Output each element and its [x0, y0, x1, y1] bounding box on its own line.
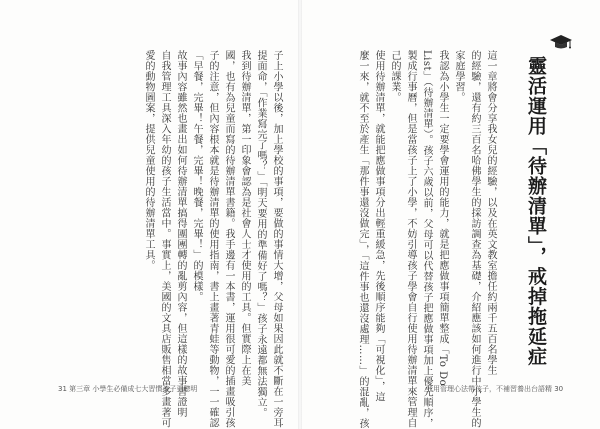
body-line: 自我管理工具深入年幼的孩子生活當中。事實上，美國的文具店販售相當多畫著可	[159, 50, 170, 428]
body-line: 製成行事曆，但是當孩子上了小學，不妨引導孩子學會自行使用待辦清單來管理自	[405, 50, 416, 428]
body-line: 家庭學習。	[453, 50, 464, 103]
body-line: 我認為小學生一定要學會運用的能力，就是把應做事項簡單整成「To Do	[437, 50, 448, 387]
body-line: 麼一來，就不至於產生「那件事還沒做完」，「這件事也還沒處理……」的混亂，孩	[357, 50, 368, 429]
body-line: 這一章將會分享我女兒的經驗，以及在英文教室擔任約兩千五百名學生	[485, 50, 496, 376]
left-page-footer: 31 第三章 小學生必備成七大習慣孩子更聰明	[58, 385, 198, 393]
body-line: 故事內容雖然也畫出如何待辦清單搞得團團轉的亂剪內容，但這樣的故事書證明	[175, 50, 186, 418]
body-line: 的經驗，還有約三百名哈佛學生的採訪調查為基礎，介紹應該如何進行中小學生的	[469, 50, 480, 428]
body-line: 我到待辦清單，第一印象會認為是社會人士才使用的工具。但實際上在美	[239, 50, 250, 386]
chapter-section-title: 靈活運用「待辦清單」，戒掉拖延症	[525, 56, 547, 367]
body-line: 提面命，「作業寫完了嗎？」「明天要用的準備好了嗎？」孩子永遠都無法獨立。	[255, 50, 266, 418]
body-line: 愛的動物圖案，提供兒童使用的待辦清單工具。	[143, 50, 154, 271]
graduation-cap-icon	[549, 34, 573, 52]
body-line: 使用待辦清單，就能把應做事項分出輕重緩急，先後順序能夠「可視化」，這	[373, 50, 384, 402]
right-page-footer: 我用管理心法帶孩子，不補習養出台語精 30	[426, 385, 564, 393]
body-line: List」（待辦清單）。孩子六歲以前，父母可以代替孩子把應做事項加上優先順序，	[421, 50, 432, 429]
body-line: 子的注意，但內容根本就是待辦清單的使用指南，書上畫著青蛙等動物，一一確認	[207, 50, 218, 428]
body-line: 「早餐，完畢！午餐，完畢！晚餐，完畢！」的模樣。	[191, 50, 202, 302]
body-line: 國，也有為兒童而寫的待辦清單書籍。我手邊有一本書，運用很可愛的插畫吸引孩	[223, 50, 234, 428]
body-line: 子上小學以後，加上學校的事項，要做的事情大增，父母如果因此就不斷在一旁耳	[271, 50, 282, 428]
body-line: 己的課業。	[389, 50, 400, 103]
page-gutter	[298, 0, 302, 429]
